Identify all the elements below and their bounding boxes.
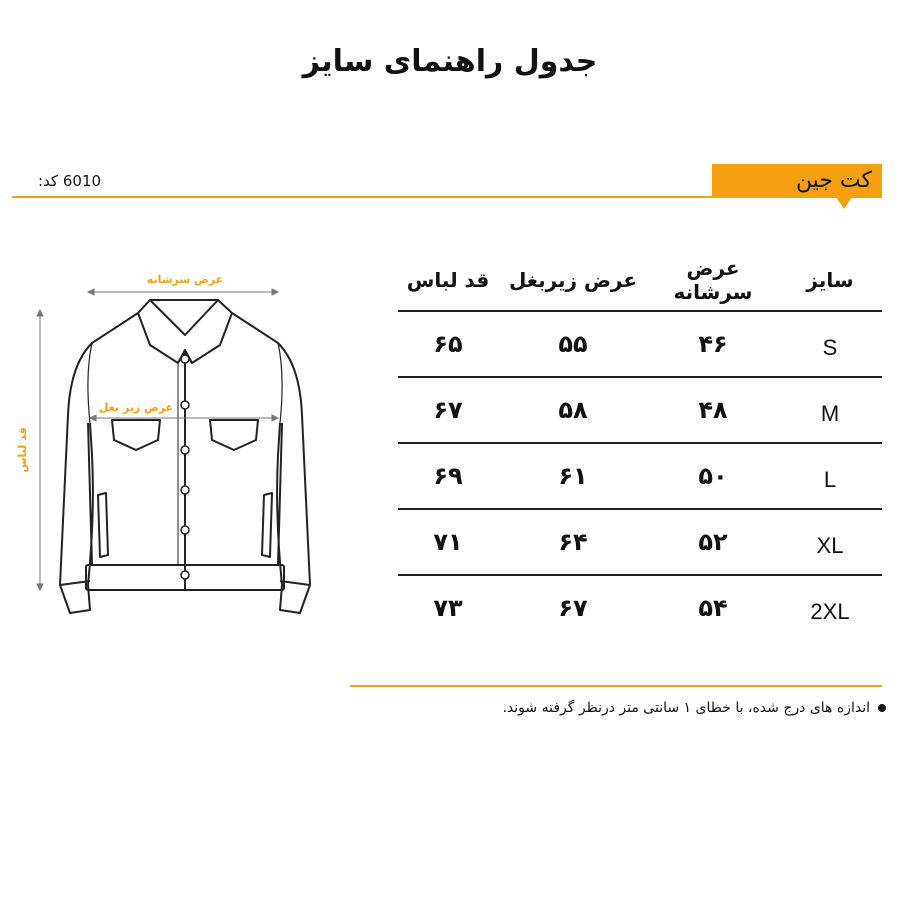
cell-shoulder: ۵۲ (698, 528, 728, 556)
underarm-dim-label: عرض زیر بغل (98, 401, 174, 414)
product-name: کت جین (795, 168, 872, 193)
cell-size: 2XL (810, 599, 850, 624)
cell-underarm: ۵۵ (558, 330, 588, 358)
tolerance-note-text: اندازه های درج شده، با خطای ۱ سانتی متر درنظر گرفته شوند. (502, 700, 870, 716)
table-row (398, 574, 882, 640)
table-row (398, 376, 882, 442)
table-header (398, 250, 882, 310)
table-row (398, 508, 882, 574)
cell-underarm: ۶۱ (558, 462, 588, 490)
cell-size: S (822, 335, 838, 360)
tolerance-note (366, 700, 886, 716)
cell-shoulder: ۵۴ (698, 594, 728, 622)
cell-underarm: ۶۴ (558, 528, 588, 556)
cell-underarm: ۶۷ (558, 594, 588, 622)
cell-length: ۷۱ (433, 528, 463, 556)
cell-size: M (820, 401, 840, 426)
cell-shoulder: ۴۶ (698, 330, 728, 358)
cell-size: L (823, 467, 837, 492)
product-code-value: 6010 (62, 172, 102, 190)
jacket-diagram (0, 255, 340, 635)
table-row (398, 442, 882, 508)
table-row (398, 310, 882, 376)
header-underarm: عرض زیربغل (508, 268, 638, 292)
header-size: سایز (806, 268, 854, 292)
product-code (38, 172, 101, 190)
tab-pointer (836, 197, 852, 209)
header-divider (12, 196, 882, 198)
cell-length: ۶۷ (433, 396, 463, 424)
footer-divider (350, 685, 882, 687)
cell-length: ۷۳ (433, 594, 463, 622)
header-length: قد لباس (406, 268, 490, 292)
length-dim-label: قد لباس (16, 427, 29, 473)
product-name-tab (712, 164, 882, 198)
bullet-icon (878, 704, 886, 712)
cell-length: ۶۵ (433, 330, 463, 358)
header-shoulder: عرض سرشانه (673, 256, 753, 304)
size-table (398, 250, 882, 640)
cell-length: ۶۹ (433, 462, 463, 490)
cell-shoulder: ۴۸ (698, 396, 728, 424)
cell-shoulder: ۵۰ (698, 462, 728, 490)
product-code-label: کد: (38, 172, 59, 190)
page-title: جدول راهنمای سایز (302, 44, 598, 79)
cell-underarm: ۵۸ (558, 396, 588, 424)
shoulder-dim-label: عرض سرشانه (146, 273, 224, 286)
cell-size: XL (816, 533, 844, 558)
